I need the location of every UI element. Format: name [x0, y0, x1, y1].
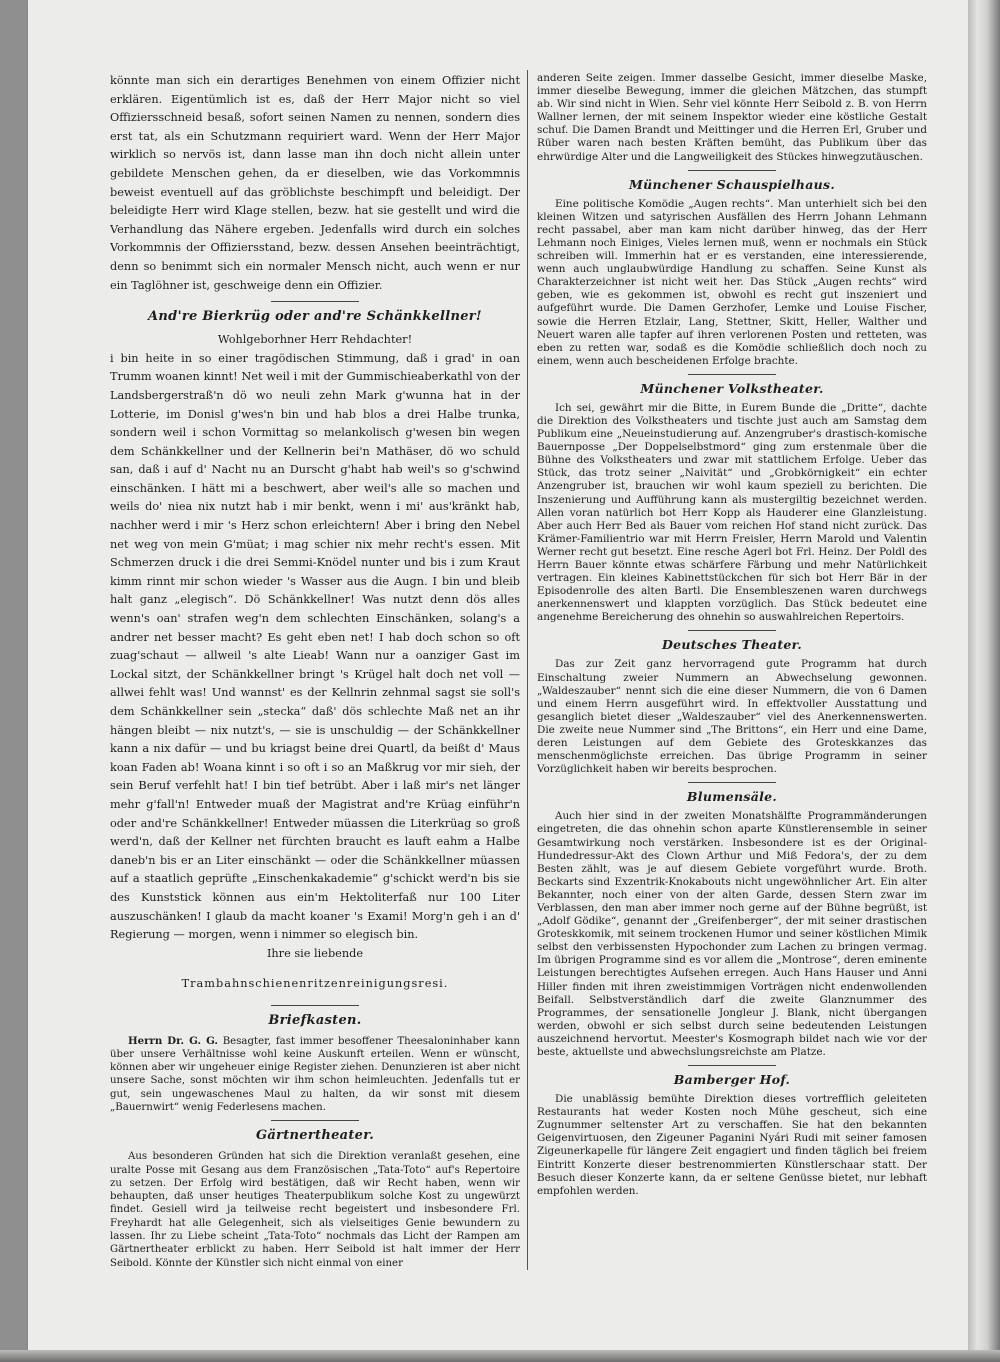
deutsches-theater-title: Deutsches Theater.: [661, 637, 803, 653]
gaertner-title: Gärtnertheater.: [255, 1128, 375, 1144]
left-column: [110, 72, 520, 1282]
briefkasten-recipient: Herrn Dr. G. G.: [128, 1034, 218, 1047]
deutsches-theater-body: Das zur Zeit ganz hervorragend gute Programm hat durch Einschaltung zweier Nummern an Abwechselung gewonnen. „Waldeszauber“ nennt sich die eine dieser Nummern, die von 6 Damen und einem Herrn ausgeführt wird. In effektvoller Ausstattung und gesanglich bietet dieser „Waldeszauber“ viel des Anerkennenswerten. Die zweite neue Nummer sind „The Brittons“, ein Herr und eine Dame, deren Leistungen auf dem Gebiete des Groteskkanzes das menschenmöglichste erreichen. Das übrige Programm in seiner Vorzüglichkeit haben wir bereits besprochen.: [537, 658, 927, 776]
separator: [688, 374, 776, 375]
page-edge-bottom: [0, 1350, 1000, 1362]
letter-title: And're Bierkrüg oder and're Schänkkellner!: [148, 309, 482, 325]
briefkasten-paragraph: [110, 1035, 520, 1115]
schauspielhaus-body: Eine politische Komödie „Augen rechts“. Man unterhielt sich bei den kleinen Witzen und satyrischen Ausfällen des Herrn Johann Lehmann recht passabel, aber man kam nicht darüber hinweg, das der Herr Lehmann noch Einiges, Vieles lernen muß, wenn er nochmals ein Stück schreiben will. Immerhin hat er es verstanden, eine interessierende, wenn auch unglaubwürdige Handlung zu schaffen. Seine Kunst als Charakterzeichner ist nicht weit her. Das Stück „Augen rechts“ wird geben, wie es gekommen ist, obwohl es recht gut inszeniert und aufgeführt wurde. Die Damen Gerzhofer, Lemke und Louise Fischer, sowie die Herren Etzlair, Lang, Stettner, Skitt, Heller, Walther und Neuert waren alle tapfer auf ihren verlorenen Posten und retteten, was eben zu retten war, sodaß es die Komödie schließlich doch noch zu einem, wenn auch bescheidenen Erfolge brachte.: [537, 197, 927, 367]
letter-closing: Ihre sie liebende: [266, 946, 364, 960]
letter-body: i bin heite in so einer tragödischen Stimmung, daß i grad' in oan Trumm woanen kinnt! Net weil i mit der Gummischieaberkathl von der Landsbergerstraß'n dö wo neuli zehn Mark g'wunna hat in der Lotterie, im Donisl g'wes'n bin und hab blos a drei Halbe trunka, sondern weil i schon Vormittag so melankolisch g'wesen bin wegen dem Schänkkellner und der Kellnerin bei'n Mathäser, dö wo schuld san, daß i auf d' Nacht nu an Durscht g'habt hab weil's so g'schwind einschänken. I hätt mi a beschwert, aber weil's alle so machen und weils do' niea nix nutzt hab i mir benkt, wenn i mi' aus'kränkt hab, nachher werd i mir 's Herz schon erleichtern! Aber i bring den Nebel net weg von mein G'müat; i mag schier nix mehr recht's essen. Mit Schmerzen druck i die drei Semmi-Knödel nunter und bis i zum Kraut kimm rinnt mir schon wieder 's Wasser aus die Augn. I bin und bleib halt ganz „elegisch“. Dö Schänkkellner! Was nutzt denn dös alles wenn's oan' strafen weg'n dem schlechten Einschänken, solang's a andrer net besser macht? Es geht eben net! I hab doch schon so oft zuag'schaut — allweil 's alte Lieab! Wann nur a oanziger Gast im Lockal sitzt, der Schänkkellner bringt 's Krügel halt doch net voll — allwei fehlt was! Und wannst' es der Kellnrin zehnmal sagst sie soll's dem Schänkkellner sein „stecka“ daß' dös schlechte Maß net an ihr hängen bleibt — nix nutzt's, — sie is unschuldig — der Schänkkellner kann a nix dafür — und bu kriagst beine drei Quartl, da beißt d' Maus koan Faden ab! Woana kinnt i so oft i so an Maßkrug vor mir sieh, der sein Beruf verfehlt hat! I bin tief betrübt. Aber i laß mir's net länger mehr g'fall'n! Entweder muaß der Magistrat and're Krüag einführ'n oder and're Schänkkellner! Entweder müassen die Literkrüag so groß werd'n, daß der Kellner net fürchten braucht es lauft eahm a Halbe daneb'n bis er an Liter einschänkt — oder die Schänkkellner müassen auf a staatlich geprüfte „Einschenkakademie“ g'schickt werd'n bis sie des Kunststick können aus ein'm Hektoliterfaß nur 100 Liter auszuschänken! I glaub da macht koaner 's Exami! Morg'n geh i an d' Regierung — morgen, wenn i nimmer so elegisch bin.: [110, 351, 520, 942]
blumensaele-body: Auch hier sind in der zweiten Monatshälfte Programmänderungen eingetreten, die das ohnehin schon aparte Künstlerensemble in seiner Gesamtwirkung noch verstärken. Insbesondere ist es der Original-Hundedressur-Akt des Clown Arthur und Miß Fedora's, der zu dem Besten zählt, was je auf diesem Gebiete vorgeführt wurde. Broth. Beckarts sind Exzentrik-Knokabouts nicht ungewöhnlicher Art. Ein alter Bekannter, noch einer von der alten Garde, dessen Stern zwar im Verblassen, den man aber immer noch gerne auf der Bühne begrüßt, ist „Adolf Gödike“, genannt der „Greifenberger“, der mit seiner drastischen Groteskkomik, mit seinem trockenen Humor und seiner köstlichen Mimik selbst den verbissensten Hypochonder zum Lachen zu bringen vermag. Im übrigen Programme sind es vor allem die „Montrose“, deren eminente Leistungen berechtigtes Aufsehen erregen. Auch Hans Hauser und Anni Hiller finden mit ihren zweistimmigen Vorträgen nicht endenwollenden Beifall. Selbstverständlich darf die zweite Glanznummer des Programmes, der sensationelle Jongleur J. Blank, nicht übergangen werden, obwohl er sich selbst durch seine bedeutenden Leistungen auszeichnend hervortut. Meester's Kosmograph bildet nach wie vor der beste, aktuellste und abwechslungsreichste am Platze.: [537, 810, 927, 1058]
bamberger-hof-title: Bamberger Hof.: [673, 1072, 791, 1088]
briefkasten-title: Briefkasten.: [268, 1012, 362, 1028]
letter-signature: Trambahnschienenritzenreinigungsresi.: [181, 976, 449, 990]
intro-paragraph: könnte man sich ein derartiges Benehmen von einem Offizier nicht erklären. Eigentümlich ist es, daß der Herr Major nicht so viel Offiziersschneid besaß, sofort seinen Namen zu nennen, sondern dies erst tat, als ein Schutzmann requiriert ward. Wenn der Herr Major wirklich so nervös ist, dann lasse man ihn doch nicht allein unter gebildete Menschen gehen, da er dieselben, wie das Vorkommnis beweist eventuell auf das gröblichste beschimpft und beleidigt. Der beleidigte Herr wird Klage stellen, bezw. hat sie gestellt und wird die Verhandlung das Nähere ergeben. Jedenfalls wird durch ein solches Vorkommnis der Offiziersstand, bezw. dessen Ansehen beeinträchtigt, denn so benimmt sich ein normaler Mensch nicht, auch wenn er nur ein Taglöhner ist, geschweige denn ein Offizier.: [110, 74, 520, 292]
separator: [271, 301, 359, 302]
separator: [688, 170, 776, 171]
right-column: [537, 72, 927, 1282]
briefkasten-body: Besagter, fast immer besoffener Theesaloninhaber kann über unsere Verhältnisse wohl keine Auskunft erteilen. Wenn er wünscht, können aber wir ungeheuer einige Register ziehen. Denunzieren ist aber nicht unsere Sache, sonst möchten wir ihm schon heimleuchten. Jedenfalls tut er gut, sein ungewaschenes Maul zu halten, da wir sonst mit diesem „Bauernwirt“ wenig Federlesens machen.: [110, 1035, 520, 1113]
page-edge-right: [968, 0, 1000, 1362]
gaertner-body: Aus besonderen Gründen hat sich die Direktion veranlaßt gesehen, eine uralte Posse mit Gesang aus dem Französischen „Tata-Toto“ auf's Repertoire zu setzen. Der Erfolg wird bestätigen, daß wir Recht haben, wenn wir behaupten, daß unser heutiges Theaterpublikum solche Kost zu ungewürzt findet. Gesiell wird ja teilweise recht begeistert und insbesondere Frl. Freyhardt hat alle Gelegenheit, sich als vielseitiges Genie bewundern zu lassen. Ihr zu Liebe scheint „Tata-Toto“ nochmals das Licht der Rampen am Gärtnertheater erblickt zu haben. Herr Seibold ist halt immer der Herr Seibold. Könnte der Künstler sich nicht einmal von einer: [110, 1151, 520, 1269]
volkstheater-body: Ich sei, gewährt mir die Bitte, in Eurem Bunde die „Dritte“, dachte die Direktion des Volkstheaters und tischte just auch am Samstag dem Publikum eine „Neueinstudierung auf. Anzengruber's drastisch-komische Bauernposse „Der Doppelselbstmord“ ging zum erstenmale über die Bühne des Volkstheaters und zwar mit stattlichem Erfolge. Ueber das Stück, das trotz seiner „Naivität“ und „Grobkörnigkeit“ ein echter Anzengruber ist, brauchen wir wohl kaum speziell zu berichten. Die Inszenierung und Aufführung kann als mustergiltig bezeichnet werden. Allen voran natürlich bot Herr Kopp als Hauderer eine Glanzleistung. Aber auch Herr Bed als Bauer vom reichen Hof stand nicht zurück. Das Krämer-Familientrio war mit Herrn Freisler, Herrn Marold und Valentin Werner recht gut besetzt. Eine resche Agerl bot Frl. Heinz. Der Poldl des Herrn Bauer könnte etwas schärfere Färbung und mehr Natürlichkeit vertragen. Ein kleines Kabinettstückchen für sich bot Herr Bär in der Episodenrolle des alten Bartl. Die Ensembleszenen waren durchwegs anerkennenswert und klappten vorzüglich. Das Stück bedeutet eine angenehme Bereicherung des ohnehin so auswahlreichen Repertoirs.: [537, 401, 927, 624]
separator: [271, 1005, 359, 1006]
separator: [688, 782, 776, 783]
separator: [688, 630, 776, 631]
column-rule: [527, 70, 528, 1270]
separator: [688, 1065, 776, 1066]
separator: [271, 1120, 359, 1121]
schauspielhaus-title: Münchener Schauspielhaus.: [629, 176, 835, 192]
blumensaele-title: Blumensäle.: [686, 789, 778, 805]
gaertner-continuation: anderen Seite zeigen. Immer dasselbe Gesicht, immer dieselbe Maske, immer dieselbe Bewegung, immer die gleichen Mätzchen, das stumpft ab. Wir sind nicht in Wien. Sehr viel könnte Herr Seibold z. B. von Herrn Wallner lernen, der mit seinem Inspektor wieder eine köstliche Gestalt schuf. Die Damen Brandt und Meittinger und die Herren Erl, Gruber und Rüber waren nach besten Kräften bemüht, das Publikum über das ehrwürdige Alter und die Langweiligkeit des Stückes hinwegzutäuschen.: [537, 72, 927, 163]
volkstheater-title: Münchener Volkstheater.: [640, 380, 824, 396]
bamberger-hof-body: Die unablässig bemühte Direktion dieses vortrefflich geleiteten Restaurants hat weder Kosten noch Mühe gescheut, sich eine Zugnummer seltenster Art zu verschaffen. Sie hat den bekannten Geigenvirtuosen, den Zigeuner Paganini Nyári Rudi mit seiner famosen Zigeunerkapelle für längere Zeit engagiert und finden täglich bei freiem Eintritt Konzerte dieser bestrenommierten Künstlerschaar statt. Der Besuch dieser Konzerte kann, da er seltene Genüsse bietet, nur lebhaft empfohlen werden.: [537, 1093, 927, 1197]
letter-salutation: Wohlgeborhner Herr Rehdachter!: [217, 333, 413, 347]
